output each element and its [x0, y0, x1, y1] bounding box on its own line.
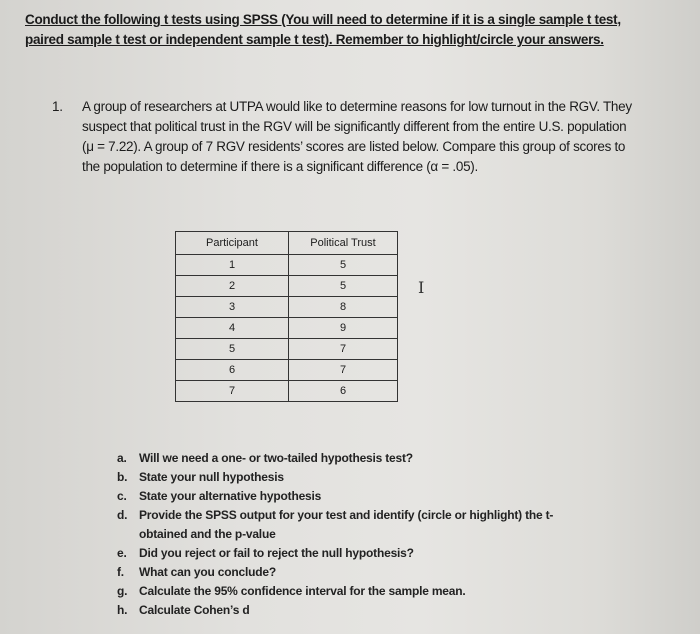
header-political-trust: Political Trust — [289, 232, 398, 255]
table-row — [176, 318, 398, 339]
subquestion-item — [117, 487, 587, 506]
participant-cell: 6 — [176, 360, 289, 381]
subquestion-text: Did you reject or fail to reject the null hypothesis? — [139, 546, 414, 560]
subquestion-text: State your alternative hypothesis — [139, 489, 322, 503]
participant-cell: 2 — [176, 276, 289, 297]
subquestion-label: h. — [117, 603, 128, 617]
subquestion-label: a. — [117, 451, 127, 465]
subquestion-item — [117, 506, 587, 544]
subquestion-text: State your null hypothesis — [139, 470, 284, 484]
participant-cell: 4 — [176, 318, 289, 339]
question-number: 1. — [52, 99, 63, 114]
trust-cell: 5 — [289, 276, 398, 297]
scores-table — [175, 231, 398, 402]
table-header-row — [176, 232, 398, 255]
participant-cell: 3 — [176, 297, 289, 318]
table-row — [176, 381, 398, 402]
subquestion-text: What can you conclude? — [139, 565, 276, 579]
subquestion-text: Provide the SPSS output for your test and identify (circle or highlight) the t-obtained and the p-value — [139, 508, 554, 541]
subquestion-item — [117, 468, 587, 487]
trust-cell: 9 — [289, 318, 398, 339]
subquestion-label: e. — [117, 546, 127, 560]
text-cursor-icon: I — [418, 278, 425, 297]
participant-cell: 7 — [176, 381, 289, 402]
trust-cell: 6 — [289, 381, 398, 402]
subquestion-label: d. — [117, 508, 128, 522]
table-row — [176, 276, 398, 297]
table-row — [176, 255, 398, 276]
subquestion-item — [117, 449, 587, 468]
subquestion-label: g. — [117, 584, 128, 598]
table-row — [176, 339, 398, 360]
trust-cell: 7 — [289, 339, 398, 360]
subquestion-label: c. — [117, 489, 127, 503]
subquestion-text: Calculate Cohen’s d — [139, 603, 250, 617]
trust-cell: 5 — [289, 255, 398, 276]
question-1 — [52, 97, 632, 177]
subquestion-label: b. — [117, 470, 128, 484]
table-row — [176, 360, 398, 381]
subquestion-item — [117, 544, 587, 563]
instructions-heading: Conduct the following t tests using SPSS (You will need to determine if it is a single sample t test, paired sample t test or independent sample t test). Remember to highlight/circle your answers. — [25, 12, 621, 47]
subquestion-item — [117, 582, 587, 601]
table-row — [176, 297, 398, 318]
question-text: A group of researchers at UTPA would like to determine reasons for low turnout in the RGV. They suspect that political trust in the RGV will be significantly different from the entire U.S. population (μ = 7.22). A group of 7 RGV residents’ scores are listed below. Compare this group of scores to the population to determine if there is a significant difference (α = .05). — [82, 99, 632, 174]
header-participant: Participant — [176, 232, 289, 255]
subquestion-item — [117, 601, 587, 620]
participant-cell: 5 — [176, 339, 289, 360]
subquestion-item — [117, 563, 587, 582]
subquestion-text: Will we need a one- or two-tailed hypothesis test? — [139, 451, 413, 465]
subquestion-list — [117, 449, 587, 620]
trust-cell: 8 — [289, 297, 398, 318]
subquestion-label: f. — [117, 565, 124, 579]
trust-cell: 7 — [289, 360, 398, 381]
participant-cell: 1 — [176, 255, 289, 276]
subquestion-text: Calculate the 95% confidence interval for the sample mean. — [139, 584, 466, 598]
